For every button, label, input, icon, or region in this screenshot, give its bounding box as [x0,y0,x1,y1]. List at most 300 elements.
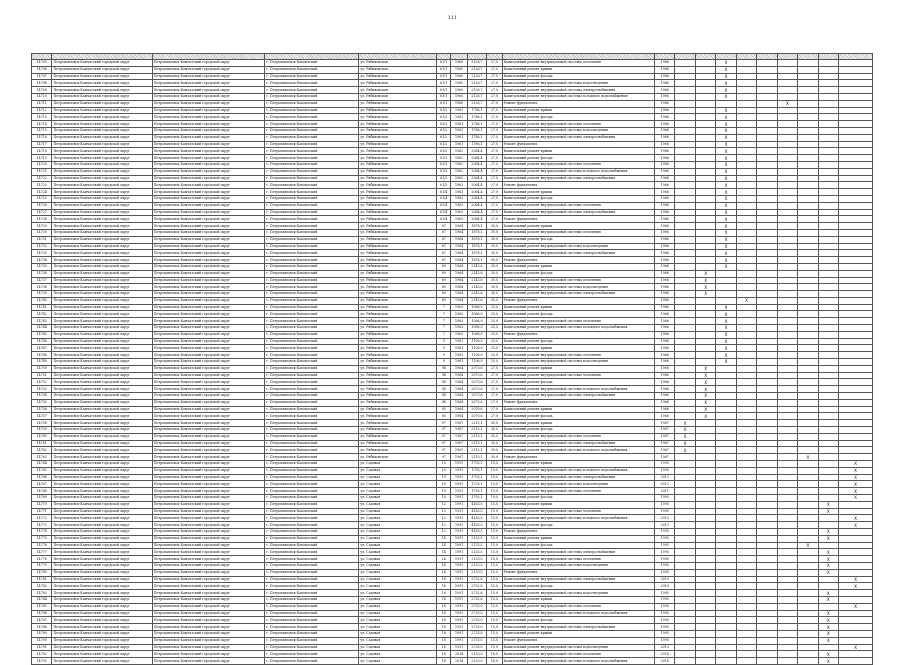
year-mark-cell [736,617,756,624]
table-cell: 25,0 [487,345,502,352]
table-cell: Петропавловск-Камчатский городской округ [52,352,152,359]
table-cell: 12 [437,515,451,522]
table-cell: 1963 [451,311,467,318]
table-cell: Капитальный ремонт фасада [502,542,654,549]
table-cell: 14707 [32,73,52,80]
year-mark-cell: X [818,562,838,569]
year-mark-cell [736,127,756,134]
table-cell: ул. Рябиковская [359,257,437,264]
table-cell: 14 [437,535,451,542]
table-cell: Ремонт фундамента [502,100,654,107]
year-mark-cell [798,338,818,345]
table-cell: 19,0 [487,461,502,468]
year-mark-cell [818,141,838,148]
table-cell: ул. Рябиковская [359,250,437,257]
table-cell: ул. Рябиковская [359,127,437,134]
table-cell: 15,0 [487,556,502,563]
table-cell: Петропавловск-Камчатский городской округ [152,257,265,264]
year-mark-cell [818,379,838,386]
table-cell: 14731 [32,236,52,243]
table-cell: Петропавловск-Камчатский городской округ [52,66,152,73]
table-cell: 14754 [32,393,52,400]
table-cell: 1995 [655,603,675,610]
year-mark-cell [798,549,818,556]
year-mark-cell: X [839,461,873,468]
table-cell: 67 [437,243,451,250]
year-mark-cell: X [716,93,736,100]
table-cell: Петропавловск-Камчатский городской округ [152,427,265,434]
table-cell: 1960 [451,87,467,94]
year-mark-cell [736,569,756,576]
table-cell: Петропавловск-Камчатский городской округ [52,291,152,298]
table-cell: 14730 [32,229,52,236]
table-cell: ул. Рябиковская [359,386,437,393]
table-cell: Петропавловск-Камчатский городской округ [152,644,265,651]
table-cell: г. Петропавловск-Камчатский [265,257,359,264]
year-mark-cell [839,630,873,637]
table-cell: Петропавловск-Камчатский городской округ [152,318,265,325]
year-mark-cell [675,406,695,413]
table-cell: Капитальный ремонт внутридомовой системы отопления [502,318,654,325]
year-mark-cell [818,121,838,128]
table-cell: Петропавловск-Камчатский городской округ [152,325,265,332]
table-cell: 10 [437,467,451,474]
table-row [32,365,873,372]
table-cell: 1963 [451,189,467,196]
table-row [32,596,873,603]
year-mark-cell [777,80,797,87]
year-mark-cell [695,569,715,576]
table-cell: 16 [437,583,451,590]
year-mark-cell [757,576,777,583]
table-cell: Петропавловск-Камчатский городской округ [52,236,152,243]
table-cell: 4163,5 [467,501,486,508]
table-cell: 67 [437,229,451,236]
year-mark-cell [757,107,777,114]
year-mark-cell [798,161,818,168]
table-cell: 2133,0 [467,658,486,665]
table-cell: 19,0 [487,488,502,495]
year-mark-cell: X [695,386,715,393]
table-cell: Ремонт фундамента [502,331,654,338]
table-cell: 1961 [451,141,467,148]
table-cell: ул. Садовая [359,528,437,535]
table-cell: Капитальный ремонт фасада [502,236,654,243]
table-row [32,542,873,549]
table-cell: ул. Рябиковская [359,87,437,94]
year-mark-cell [798,318,818,325]
table-cell: Петропавловск-Камчатский городской округ [152,134,265,141]
table-cell: 19,0 [487,474,502,481]
table-cell: 1961 [451,352,467,359]
year-mark-cell [777,148,797,155]
year-mark-cell [716,562,736,569]
year-mark-cell: X [818,535,838,542]
year-mark-cell [695,447,715,454]
table-cell: 2064,4 [467,195,486,202]
table-cell: 61/3 [437,161,451,168]
table-cell: 61/3 [437,155,451,162]
year-mark-cell [695,73,715,80]
table-cell: 15,0 [487,596,502,603]
table-cell: 14783 [32,590,52,597]
year-mark-cell [757,501,777,508]
table-cell: 1967 [655,440,675,447]
year-mark-cell [736,175,756,182]
table-cell: Петропавловск-Камчатский городской округ [152,141,265,148]
year-mark-cell: X [695,365,715,372]
table-cell: Капитальный ремонт крыши [502,66,654,73]
year-mark-cell [757,250,777,257]
table-cell: 14774 [32,528,52,535]
year-mark-cell: X [716,236,736,243]
page-number: 111 [447,15,458,21]
year-mark-cell [695,644,715,651]
year-mark-cell [839,141,873,148]
table-cell: Капитальный ремонт внутридомовой системы электроснабжения [502,474,654,481]
table-cell: ул. Рябиковская [359,216,437,223]
table-cell: Петропавловск-Камчатский городской округ [152,658,265,665]
table-cell: ул. Рябиковская [359,229,437,236]
year-mark-cell [777,331,797,338]
year-mark-cell [798,467,818,474]
table-cell: 69 [437,270,451,277]
table-cell: 1966 [655,379,675,386]
table-cell: Капитальный ремонт внутридомовой системы отопления [502,508,654,515]
table-cell: 1995 [655,556,675,563]
table-cell: Петропавловск-Камчатский городской округ [52,637,152,644]
table-cell: Петропавловск-Камчатский городской округ [152,488,265,495]
year-mark-cell [777,93,797,100]
year-mark-cell [757,399,777,406]
table-cell: 1995 [655,630,675,637]
year-mark-cell [695,168,715,175]
year-mark-cell [798,209,818,216]
year-mark-cell [798,651,818,658]
year-mark-cell [818,311,838,318]
table-cell: Петропавловск-Камчатский городской округ [152,202,265,209]
year-mark-cell [798,73,818,80]
year-mark-cell [675,495,695,502]
table-cell: 14780 [32,569,52,576]
year-mark-cell [818,338,838,345]
year-mark-cell [736,637,756,644]
table-cell: 15,0 [487,637,502,644]
table-cell: 14745 [32,331,52,338]
year-mark-cell [675,304,695,311]
table-cell: ул. Рябиковская [359,372,437,379]
table-row [32,617,873,624]
table-cell: 61/1 [437,100,451,107]
year-mark-cell [798,127,818,134]
table-cell: 27,0 [487,202,502,209]
table-cell: ул. Садовая [359,461,437,468]
table-cell: 1878,1 [467,257,486,264]
table-cell: Петропавловск-Камчатский городской округ [52,297,152,304]
table-cell: г. Петропавловск-Камчатский [265,73,359,80]
year-mark-cell [736,542,756,549]
year-mark-cell [757,87,777,94]
table-cell: 1995 [655,610,675,617]
table-cell: Капитальный ремонт внутридомовой системы холодного водоснабжения [502,515,654,522]
year-mark-cell [777,60,797,67]
year-mark-cell [777,318,797,325]
year-mark-cell [736,100,756,107]
table-cell: 1966 [655,121,675,128]
year-mark-cell [818,372,838,379]
year-mark-cell [695,617,715,624]
year-mark-cell [818,87,838,94]
table-cell: 27,0 [487,379,502,386]
table-cell: 2733,0 [467,610,486,617]
table-row [32,195,873,202]
year-mark-cell [695,127,715,134]
table-cell: 4163,5 [467,522,486,529]
year-mark-cell [695,454,715,461]
table-cell: Петропавловск-Камчатский городской округ [52,100,152,107]
table-cell: 61/2 [437,107,451,114]
table-cell: 14732 [32,243,52,250]
year-mark-cell [757,182,777,189]
table-cell: г. Петропавловск-Камчатский [265,345,359,352]
table-cell: ул. Рябиковская [359,297,437,304]
year-mark-cell [798,365,818,372]
year-mark-cell [695,182,715,189]
table-cell: Петропавловск-Камчатский городской округ [152,73,265,80]
table-cell: 61/2 [437,134,451,141]
table-cell: Петропавловск-Камчатский городской округ [52,569,152,576]
table-cell: 30,0 [487,291,502,298]
table-row [32,576,873,583]
year-mark-cell [777,556,797,563]
year-mark-cell [839,223,873,230]
year-mark-cell [675,359,695,366]
year-mark-cell [818,284,838,291]
year-mark-cell [675,617,695,624]
year-mark-cell [757,243,777,250]
table-row [32,161,873,168]
table-cell: Петропавловск-Камчатский городской округ [52,127,152,134]
table-cell: 61/1 [437,60,451,67]
year-mark-cell [777,107,797,114]
table-cell: ул. Рябиковская [359,223,437,230]
table-cell: 1991 [451,610,467,617]
table-cell: 2064,4 [467,155,486,162]
year-mark-cell [695,488,715,495]
year-mark-cell [695,60,715,67]
table-cell: 1966 [655,93,675,100]
year-mark-cell: X [695,291,715,298]
year-mark-cell [777,467,797,474]
table-cell: Петропавловск-Камчатский городской округ [152,270,265,277]
table-cell: г. Петропавловск-Камчатский [265,386,359,393]
table-cell: 94 [437,372,451,379]
year-mark-cell [818,263,838,270]
table-row [32,399,873,406]
year-mark-cell [839,420,873,427]
year-mark-cell: X [716,175,736,182]
table-cell: Петропавловск-Камчатский городской округ [52,556,152,563]
year-mark-cell [736,359,756,366]
year-mark-cell [798,189,818,196]
table-cell: Петропавловск-Камчатский городской округ [52,168,152,175]
table-cell: Петропавловск-Камчатский городской округ [152,569,265,576]
year-mark-cell [777,488,797,495]
table-cell: 14 [437,549,451,556]
year-mark-cell [736,263,756,270]
year-mark-cell [777,311,797,318]
table-cell: ул. Рябиковская [359,161,437,168]
table-cell: 1786,1 [467,134,486,141]
year-mark-cell [818,427,838,434]
table-cell: 1964 [451,236,467,243]
table-cell: 14776 [32,542,52,549]
table-cell: г. Петропавловск-Камчатский [265,624,359,631]
table-cell: Петропавловск-Камчатский городской округ [52,345,152,352]
year-mark-cell [695,359,715,366]
table-row [32,257,873,264]
table-cell: Петропавловск-Камчатский городской округ [152,433,265,440]
year-mark-cell: X [716,243,736,250]
year-mark-cell [798,263,818,270]
table-cell: 14759 [32,427,52,434]
table-cell: Петропавловск-Камчатский городской округ [52,399,152,406]
table-cell: г. Петропавловск-Камчатский [265,379,359,386]
table-cell: Капитальный ремонт внутридомовой системы водоотведения [502,127,654,134]
table-row [32,481,873,488]
year-mark-cell: X [695,406,715,413]
year-mark-cell [818,386,838,393]
table-cell: 30,0 [487,236,502,243]
table-cell: 14705 [32,60,52,67]
year-mark-cell [736,331,756,338]
table-cell: 2064,4 [467,182,486,189]
table-cell: 1967 [451,447,467,454]
table-cell: Капитальный ремонт внутридомовой системы отопления [502,372,654,379]
year-mark-cell [675,386,695,393]
year-mark-cell [675,528,695,535]
year-mark-cell [695,141,715,148]
table-cell: ул. Рябиковская [359,155,437,162]
year-mark-cell [716,386,736,393]
year-mark-cell [736,427,756,434]
year-mark-cell [777,379,797,386]
table-row [32,420,873,427]
table-cell: 1966 [655,127,675,134]
table-cell: 1066,9 [467,325,486,332]
table-row [32,535,873,542]
year-mark-cell [798,637,818,644]
year-mark-cell [757,134,777,141]
table-cell: 14789 [32,630,52,637]
year-mark-cell [839,87,873,94]
table-cell: 14725 [32,195,52,202]
year-mark-cell [716,603,736,610]
table-cell: Капитальный ремонт внутридомовой системы электроснабжения [502,549,654,556]
year-mark-cell: X [716,189,736,196]
table-cell: ул. Садовая [359,549,437,556]
table-cell: Петропавловск-Камчатский городской округ [52,325,152,332]
table-cell: ул. Рябиковская [359,168,437,175]
table-cell: 2733,0 [467,637,486,644]
year-mark-cell [777,73,797,80]
table-cell: 30,0 [487,433,502,440]
table-cell: 10 [437,461,451,468]
year-mark-cell [675,66,695,73]
year-mark-cell [675,508,695,515]
table-cell: 2115,1 [467,454,486,461]
year-mark-cell [757,610,777,617]
table-cell: Петропавловск-Камчатский городской округ [152,121,265,128]
table-cell: Капитальный ремонт крыши [502,345,654,352]
year-mark-cell [798,66,818,73]
table-cell: ул. Рябиковская [359,182,437,189]
table-cell: 27,0 [487,182,502,189]
table-cell: Капитальный ремонт крыши [502,406,654,413]
table-cell: Петропавловск-Камчатский городской округ [152,372,265,379]
year-mark-cell [736,474,756,481]
year-mark-cell [798,644,818,651]
year-mark-cell: X [695,277,715,284]
table-cell: Петропавловск-Камчатский городской округ [152,603,265,610]
table-cell: Петропавловск-Камчатский городской округ [152,461,265,468]
table-cell: Петропавловск-Камчатский городской округ [52,243,152,250]
table-cell: 97 [437,420,451,427]
year-mark-cell [818,297,838,304]
table-cell: 1966 [655,331,675,338]
year-mark-cell [675,209,695,216]
table-cell: 1962 [451,182,467,189]
year-mark-cell [818,644,838,651]
year-mark-cell [695,651,715,658]
year-mark-cell [757,379,777,386]
table-cell: ул. Садовая [359,603,437,610]
table-cell: г. Петропавловск-Камчатский [265,168,359,175]
table-cell: 1991 [451,576,467,583]
year-mark-cell [757,440,777,447]
table-cell: 69 [437,263,451,270]
year-mark-cell [757,393,777,400]
year-mark-cell [777,542,797,549]
year-mark-cell [818,66,838,73]
year-mark-cell [798,461,818,468]
table-cell: 1793,1 [467,474,486,481]
year-mark-cell [757,270,777,277]
table-cell: 2126,7 [467,100,486,107]
table-cell: Капитальный ремонт крыши [502,304,654,311]
year-mark-cell [777,359,797,366]
year-mark-cell [839,80,873,87]
table-cell: 2073,6 [467,386,486,393]
year-mark-cell [839,263,873,270]
table-row [32,379,873,386]
year-mark-cell [736,596,756,603]
year-mark-cell [798,270,818,277]
table-cell: ул. Рябиковская [359,291,437,298]
table-cell: г. Петропавловск-Камчатский [265,433,359,440]
table-cell: 2732,6 [467,596,486,603]
year-mark-cell [736,270,756,277]
year-mark-cell [757,257,777,264]
table-cell: Капитальный ремонт фасада [502,270,654,277]
table-cell: 1966 [655,148,675,155]
year-mark-cell [757,644,777,651]
table-cell: Петропавловск-Камчатский городской округ [52,209,152,216]
table-cell: г. Петропавловск-Камчатский [265,195,359,202]
year-mark-cell [675,291,695,298]
table-cell: Капитальный ремонт фасада [502,311,654,318]
table-cell: 18 [437,658,451,665]
